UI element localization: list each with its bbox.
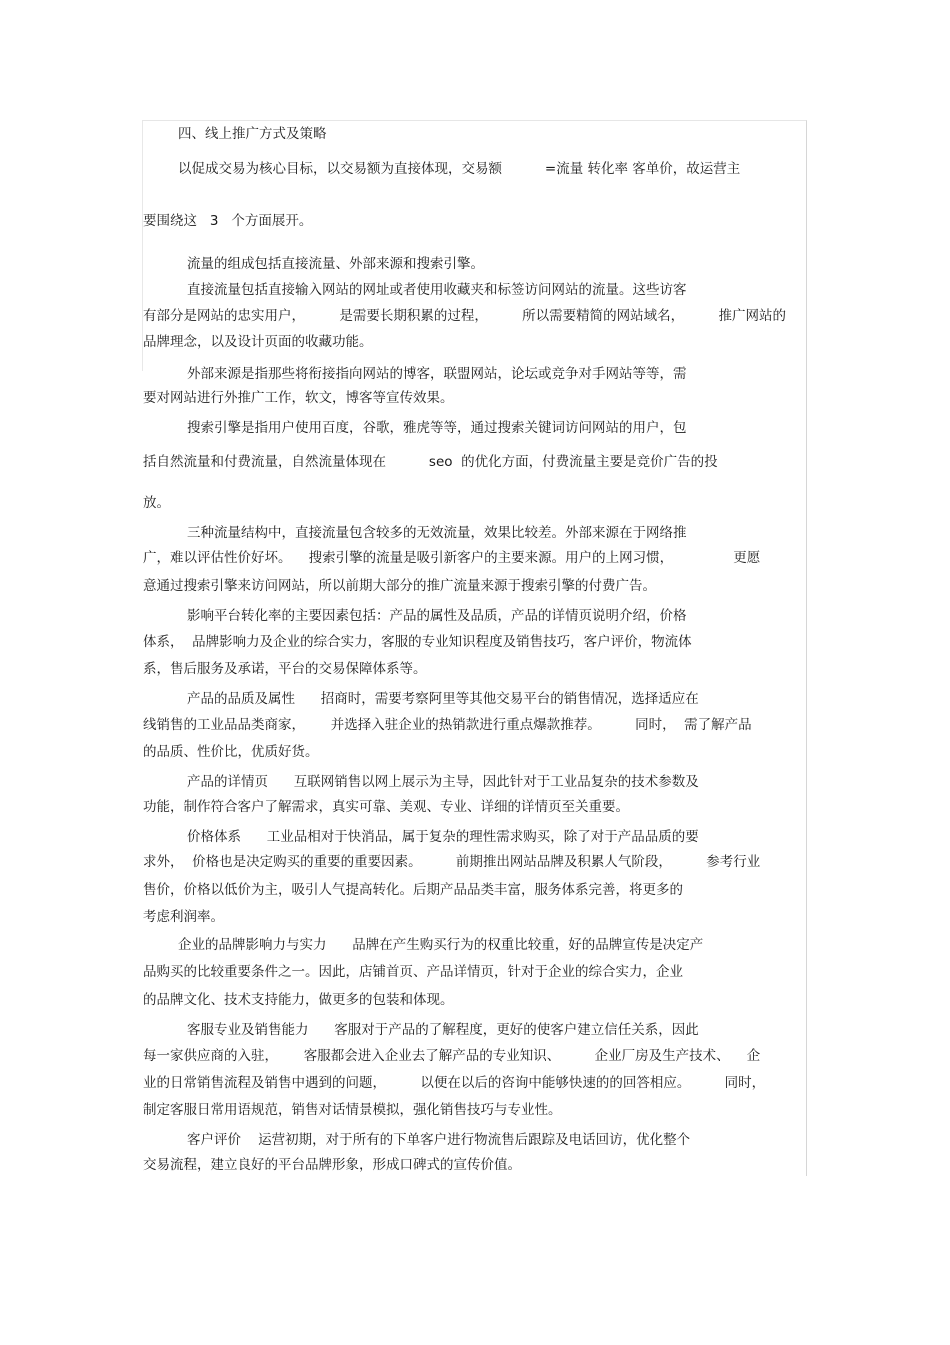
text-line: 体系， 品牌影响力及企业的综合实力，客服的专业知识程度及销售技巧，客户评价，物流体 bbox=[143, 634, 692, 650]
text-line: 求外， 价格也是决定购买的重要的重要因素。 前期推出网站品牌及积累人气阶段， 参考行业 bbox=[143, 854, 761, 870]
text-line: 搜索引擎是指用户使用百度，谷歌，雅虎等等，通过搜索关键词访问网站的用户，包 bbox=[187, 420, 687, 436]
text-line: 三种流量结构中，直接流量包含较多的无效流量，效果比较差。外部来源在于网络推 bbox=[187, 525, 687, 541]
text-line: 制定客服日常用语规范，销售对话情景模拟，强化销售技巧与专业性。 bbox=[143, 1102, 562, 1118]
text-line: 产品的品质及属性 招商时，需要考察阿里等其他交易平台的销售情况，选择适应在 bbox=[187, 691, 699, 707]
text-line: 企业的品牌影响力与实力 品牌在产生购买行为的权重比较重，好的品牌宣传是决定产 bbox=[178, 937, 704, 953]
text-line: 有部分是网站的忠实用户， 是需要长期积累的过程， 所以需要精简的网站域名， 推广网站的 bbox=[143, 308, 786, 324]
text-line: 广，难以评估性价好坏。 搜索引擎的流量是吸引新客户的主要来源。用户的上网习惯， 更愿 bbox=[143, 550, 761, 566]
text-line: 流量的组成包括直接流量、外部来源和搜索引擎。 bbox=[187, 256, 484, 272]
text-line: 品购买的比较重要条件之一。因此，店铺首页、产品详情页，针对于企业的综合实力，企业 bbox=[143, 964, 683, 980]
text-line: 以促成交易为核心目标，以交易额为直接体现，交易额 =流量 转化率 客单价，故运营主 bbox=[178, 161, 741, 177]
text-line: 外部来源是指那些将衔接指向网站的博客，联盟网站，论坛或竞争对手网站等等，需 bbox=[187, 366, 687, 382]
text-line: 括自然流量和付费流量，自然流量体现在 seo 的优化方面，付费流量主要是竞价广告的投 bbox=[143, 454, 718, 470]
text-line: 影响平台转化率的主要因素包括：产品的属性及品质，产品的详情页说明介绍，价格 bbox=[187, 608, 687, 624]
text-line: 的品质、性价比，优质好货。 bbox=[143, 744, 319, 760]
text-line: 价格体系 工业品相对于快消品，属于复杂的理性需求购买，除了对于产品品质的要 bbox=[187, 829, 699, 845]
text-line: 售价，价格以低价为主，吸引人气提高转化。后期产品品类丰富，服务体系完善，将更多的 bbox=[143, 882, 683, 898]
text-line: 系，售后服务及承诺，平台的交易保障体系等。 bbox=[143, 661, 427, 677]
text-line: 客户评价 运营初期，对于所有的下单客户进行物流售后跟踪及电话回访，优化整个 bbox=[187, 1132, 691, 1148]
section-heading: 四、线上推广方式及策略 bbox=[178, 126, 327, 142]
text-line: 客服专业及销售能力 客服对于产品的了解程度，更好的使客户建立信任关系，因此 bbox=[187, 1022, 699, 1038]
text-line: 交易流程，建立良好的平台品牌形象，形成口碑式的宣传价值。 bbox=[143, 1157, 521, 1173]
text-line: 考虑利润率。 bbox=[143, 909, 224, 925]
text-line: 线销售的工业品品类商家， 并选择入驻企业的热销款进行重点爆款推荐。 同时， 需了解产品 bbox=[143, 717, 752, 733]
text-line: 意通过搜索引擎来访问网站，所以前期大部分的推广流量来源于搜索引擎的付费广告。 bbox=[143, 578, 656, 594]
text-line: 功能，制作符合客户了解需求，真实可靠、美观、专业、详细的详情页至关重要。 bbox=[143, 799, 629, 815]
text-line: 业的日常销售流程及销售中遇到的问题， 以便在以后的咨询中能够快速的的回答相应。 同时， bbox=[143, 1075, 766, 1091]
text-line: 品牌理念，以及设计页面的收藏功能。 bbox=[143, 334, 373, 350]
text-line: 每一家供应商的入驻， 客服都会进入企业去了解产品的专业知识、 企业厂房及生产技术、 企 bbox=[143, 1048, 761, 1064]
text-line: 的品牌文化、技术支持能力，做更多的包装和体现。 bbox=[143, 992, 454, 1008]
text-line: 要围绕这 3 个方面展开。 bbox=[143, 213, 313, 229]
text-line: 要对网站进行外推广工作，软文，博客等宣传效果。 bbox=[143, 390, 454, 406]
text-line: 放。 bbox=[143, 495, 170, 511]
text-line: 产品的详情页 互联网销售以网上展示为主导，因此针对于工业品复杂的技术参数及 bbox=[187, 774, 699, 790]
text-line: 直接流量包括直接输入网站的网址或者使用收藏夹和标签访问网站的流量。这些访客 bbox=[187, 282, 687, 298]
